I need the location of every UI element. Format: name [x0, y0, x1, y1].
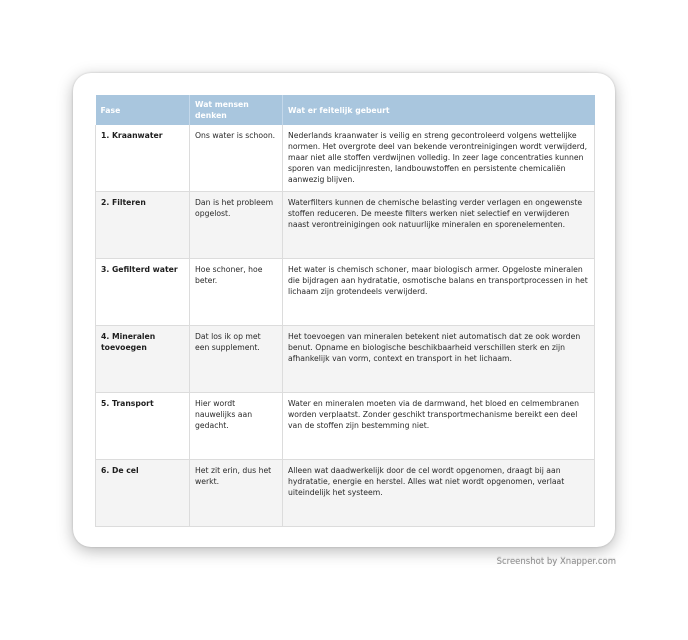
column-header-belief: Wat mensen denken: [190, 95, 283, 125]
column-header-phase: Fase: [96, 95, 190, 125]
belief-cell: Hier wordt nauwelijks aan gedacht.: [190, 393, 283, 460]
phase-cell: 5. Transport: [96, 393, 190, 460]
table-row: [96, 259, 595, 326]
table-row: [96, 125, 595, 192]
facts-table: [95, 95, 595, 527]
fact-cell: Het water is chemisch schoner, maar biologisch armer. Opgeloste mineralen die bijdragen aan hydratatie, osmotische balans en transportprocessen in het lichaam zijn grotendeels verwijderd.: [283, 259, 595, 326]
phase-cell: 4. Mineralen toevoegen: [96, 326, 190, 393]
phase-cell: 6. De cel: [96, 460, 190, 527]
column-header-fact: Wat er feitelijk gebeurt: [283, 95, 595, 125]
belief-cell: Hoe schoner, hoe beter.: [190, 259, 283, 326]
belief-cell: Dan is het probleem opgelost.: [190, 192, 283, 259]
fact-cell: Nederlands kraanwater is veilig en streng gecontroleerd volgens wettelijke normen. Het overgrote deel van bekende verontreinigingen wordt verwijderd, maar niet alle stoffen verdwijnen volledig. In zeer lage concentraties kunnen sporen van medicijnresten, landbouwstoffen en persistente chemicaliën aanwezig blijven.: [283, 125, 595, 192]
table-row: [96, 326, 595, 393]
belief-cell: Het zit erin, dus het werkt.: [190, 460, 283, 527]
belief-cell: Dat los ik op met een supplement.: [190, 326, 283, 393]
table-header-row: [96, 95, 595, 125]
screenshot-card: [73, 73, 615, 547]
phase-cell: 3. Gefilterd water: [96, 259, 190, 326]
table-row: [96, 460, 595, 527]
fact-cell: Waterfilters kunnen de chemische belasting verder verlagen en ongewenste stoffen reduceren. De meeste filters werken niet selectief en verwijderen naast verontreinigingen ook natuurlijke mineralen en sporenelementen.: [283, 192, 595, 259]
phase-cell: 1. Kraanwater: [96, 125, 190, 192]
fact-cell: Alleen wat daadwerkelijk door de cel wordt opgenomen, draagt bij aan hydratatie, energie en herstel. Alles wat niet wordt opgenomen, verlaat uiteindelijk het systeem.: [283, 460, 595, 527]
belief-cell: Ons water is schoon.: [190, 125, 283, 192]
phase-cell: 2. Filteren: [96, 192, 190, 259]
watermark-text: Screenshot by Xnapper.com: [496, 557, 616, 567]
fact-cell: Water en mineralen moeten via de darmwand, het bloed en celmembranen worden verplaatst. Zonder geschikt transportmechanisme bereikt een deel van de stoffen zijn bestemming niet.: [283, 393, 595, 460]
table-row: [96, 192, 595, 259]
fact-cell: Het toevoegen van mineralen betekent niet automatisch dat ze ook worden benut. Opname en biologische beschikbaarheid verschillen sterk en zijn afhankelijk van vorm, context en transport in het lichaam.: [283, 326, 595, 393]
table-row: [96, 393, 595, 460]
